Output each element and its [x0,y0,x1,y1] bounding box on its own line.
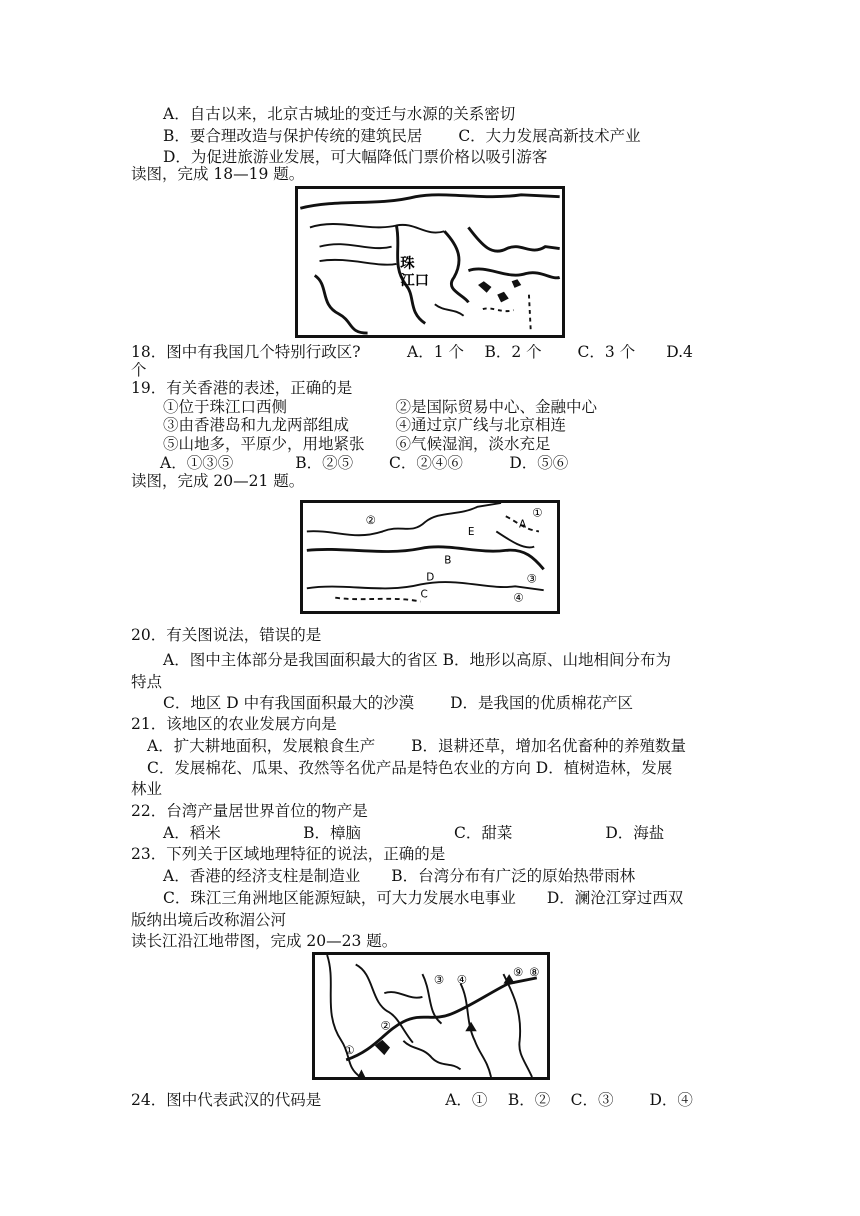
option-21ab: A．扩大耕地面积，发展粮食生产 B．退耕还草，增加名优畜种的养殖数量 [147,737,687,755]
question-23: 23．下列关于区域地理特征的说法，正确的是 [131,845,446,863]
statement-3-4: ③由香港岛和九龙两部组成 ④通过京广线与北京相连 [163,416,567,434]
question-18: 18．图中有我国几个特别行政区? A．1 个 B．2 个 C．3 个 D.4 [131,343,693,361]
map-yangtze-belt [312,952,550,1080]
map-xinjiang-svg [303,503,557,611]
option-21cd: C．发展棉花、瓜果、孜然等名优产品是特色农业的方向 D．植树造林，发展 [147,759,673,777]
map3-label-3: ③ [433,972,445,987]
map3-label-2: ② [380,1018,391,1033]
question-22: 22．台湾产量居世界首位的物产是 [131,802,368,820]
map2-label-4: ④ [513,590,524,605]
map-pearl-river-svg [298,189,562,335]
map1-label-bottom: 江口 [400,273,430,290]
map-pearl-river-delta [295,186,565,338]
option-17bc: B．要合理改造与保护传统的建筑民居 C．大力发展高新技术产业 [163,127,641,145]
map2-label-c: C [420,588,428,601]
option-21cd-wrap: 林业 [131,780,163,798]
map2-label-a: A [519,518,527,531]
statement-5-6: ⑤山地多，平原少，用地紧张 ⑥气候湿润，淡水充足 [163,435,551,453]
statement-1-2: ①位于珠江口西侧 ②是国际贸易中心、金融中心 [163,398,598,416]
question-24: 24．图中代表武汉的代码是 A．① B．② C．③ D．④ [131,1091,693,1109]
question-20: 20．有关图说法，错误的是 [131,626,322,644]
option-23cd-wrap: 版纳出境后改称湄公河 [131,911,287,929]
option-20cd: C．地区 D 中有我国面积最大的沙漠 D．是我国的优质棉花产区 [163,694,633,712]
option-20ab-wrap: 特点 [131,673,163,691]
map2-label-1: ① [532,505,543,520]
instruction-20-21: 读图，完成 20—21 题。 [131,472,305,490]
map2-label-2: ② [365,512,376,527]
map1-label-top: 珠 [400,255,415,272]
map2-label-b: B [444,554,452,567]
instruction-18-19: 读图，完成 18—19 题。 [131,165,305,183]
question-19: 19．有关香港的表述，正确的是 [131,379,353,397]
option-23cd: C．珠江三角洲地区能源短缺，可大力发展水电事业 D．澜沧江穿过西双 [163,889,684,907]
map3-label-8: ⑧ [529,964,540,979]
map-xinjiang [300,500,560,614]
map2-label-3: ③ [526,571,537,586]
option-17a: A．自古以来，北京古城址的变迁与水源的关系密切 [163,105,516,123]
option-23ab: A．香港的经济支柱是制造业 B．台湾分布有广泛的原始热带雨林 [163,867,636,885]
map3-label-9: ⑨ [512,964,524,979]
map3-label-1: ① [344,1043,355,1058]
map2-label-d: D [426,571,435,584]
question-18-wrap: 个 [131,361,147,379]
map-yangtze-svg [315,955,547,1077]
map2-label-e: E [467,526,475,539]
options-22: A．稻米 B．樟脑 C．甜菜 D．海盐 [163,824,665,842]
option-20ab: A．图中主体部分是我国面积最大的省区 B．地形以高原、山地相间分布为 [163,651,672,669]
question-21: 21．该地区的农业发展方向是 [131,715,337,733]
instruction-20-23: 读长江沿江地带图，完成 20—23 题。 [131,932,398,950]
option-17d: D．为促进旅游业发展，可大幅降低门票价格以吸引游客 [163,148,548,166]
map3-label-4: ④ [456,972,467,987]
options-19: A．①③⑤ B．②⑤ C．②④⑥ D．⑤⑥ [160,454,569,472]
